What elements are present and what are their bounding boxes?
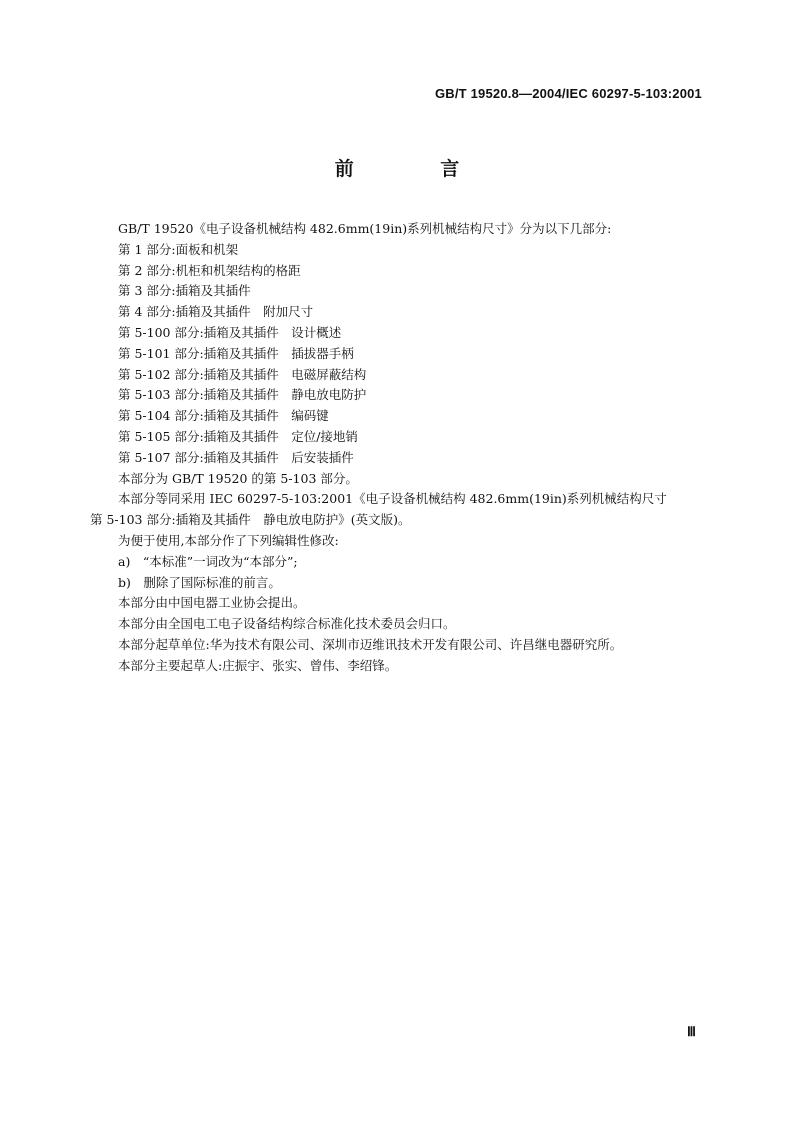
list-item-part-5-101: 第 5-101 部分:插箱及其插件 插拔器手柄	[118, 345, 354, 361]
paragraph-edits-intro: 为便于使用,本部分作了下列编辑性修改:	[118, 532, 339, 548]
paragraph-managed-by: 本部分由全国电工电子设备结构综合标准化技术委员会归口。	[118, 616, 456, 632]
list-item-part-4: 第 4 部分:插箱及其插件 附加尺寸	[118, 304, 314, 320]
list-item-part-3: 第 3 部分:插箱及其插件	[118, 283, 251, 299]
list-item-part-5-104: 第 5-104 部分:插箱及其插件 编码键	[118, 408, 329, 424]
standard-code-header: GB/T 19520.8—2004/IEC 60297-5-103:2001	[434, 86, 702, 101]
page-title: 前 言	[334, 158, 500, 180]
paragraph-proposed-by: 本部分由中国电器工业协会提出。	[118, 595, 306, 611]
edit-item-b: b) 删除了国际标准的前言。	[118, 574, 281, 590]
paragraph-intro: GB/T 19520《电子设备机械结构 482.6mm(19in)系列机械结构尺寸》分为以下几部分:	[118, 221, 612, 236]
paragraph-drafters: 本部分主要起草人:庄振宇、张实、曾伟、李绍锋。	[118, 657, 398, 673]
list-item-part-1: 第 1 部分:面板和机架	[118, 241, 239, 257]
paragraph-adoption: 本部分等同采用 IEC 60297-5-103:2001《电子设备机械结构 482.6mm(19in)系列机械结构尺寸 第 5-103 部分:插箱及其插件 静电放电防护》(英文版)。	[90, 491, 680, 528]
list-item-part-2: 第 2 部分:机柜和机架结构的格距	[118, 262, 301, 278]
page-number: Ⅲ	[687, 1024, 696, 1039]
list-item-part-5-102: 第 5-102 部分:插箱及其插件 电磁屏蔽结构	[118, 366, 367, 382]
edit-item-a: a) “本标准”一词改为“本部分”;	[118, 553, 298, 569]
list-item-part-5-107: 第 5-107 部分:插箱及其插件 后安装插件	[118, 449, 354, 465]
list-item-part-5-103: 第 5-103 部分:插箱及其插件 静电放电防护	[118, 387, 367, 403]
list-item-part-5-100: 第 5-100 部分:插箱及其插件 设计概述	[118, 324, 342, 340]
document-body	[90, 219, 680, 677]
list-item-part-5-105: 第 5-105 部分:插箱及其插件 定位/接地销	[118, 428, 358, 444]
paragraph-drafting-units: 本部分起草单位:华为技术有限公司、深圳市迈维讯技术开发有限公司、许昌继电器研究所。	[118, 636, 623, 652]
paragraph-part-statement: 本部分为 GB/T 19520 的第 5-103 部分。	[118, 470, 358, 486]
